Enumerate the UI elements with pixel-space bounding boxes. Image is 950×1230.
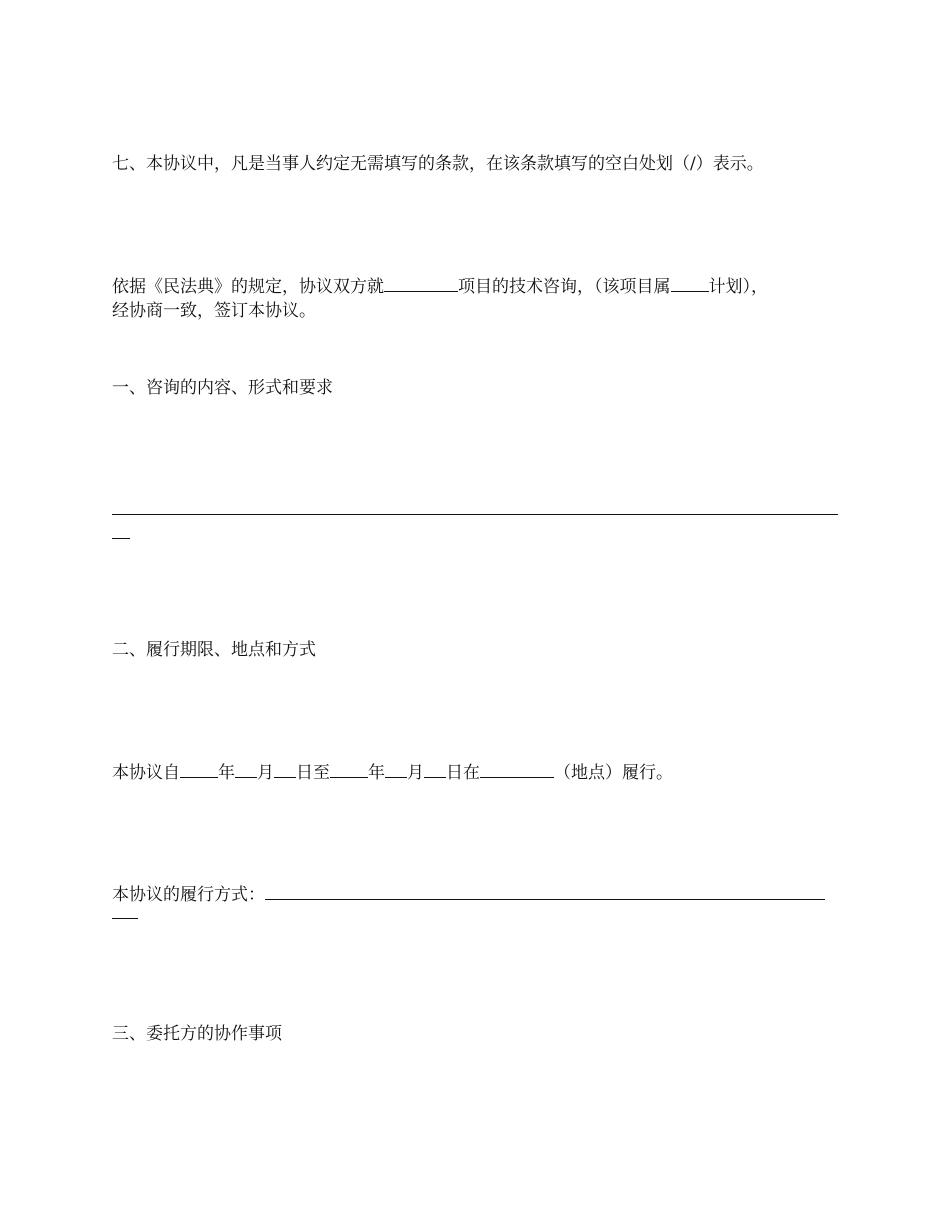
preamble-text-2: 项目的技术咨询，（该项目属 <box>458 277 671 297</box>
term-tail: （地点）履行。 <box>554 763 673 783</box>
preamble-text-line2: 经协商一致，签订本协议。 <box>112 301 316 321</box>
term-day-1: 日至 <box>296 763 330 783</box>
project-name-blank[interactable] <box>384 274 458 292</box>
term-month-1: 月 <box>257 763 274 783</box>
start-month-blank[interactable] <box>235 760 257 778</box>
method-label: 本协议的履行方式： <box>112 885 265 905</box>
term-year-1: 年 <box>218 763 235 783</box>
preamble-paragraph <box>112 274 840 323</box>
section-1-heading: 一、咨询的内容、形式和要求 <box>112 378 333 398</box>
end-year-blank[interactable] <box>330 760 368 778</box>
method-paragraph <box>112 882 840 907</box>
method-blank-line[interactable] <box>265 882 825 900</box>
term-text-start: 本协议自 <box>112 763 180 783</box>
method-blank-line-continuation[interactable] <box>112 918 138 919</box>
start-day-blank[interactable] <box>274 760 296 778</box>
plan-name-blank[interactable] <box>671 274 709 292</box>
preamble-text-1: 依据《民法典》的规定，协议双方就 <box>112 277 384 297</box>
term-day-2: 日在 <box>446 763 480 783</box>
location-blank[interactable] <box>480 760 554 778</box>
term-month-2: 月 <box>407 763 424 783</box>
end-month-blank[interactable] <box>385 760 407 778</box>
content-blank-line-continuation[interactable] <box>112 538 130 539</box>
term-paragraph <box>112 760 840 785</box>
section-2-heading: 二、履行期限、地点和方式 <box>112 640 316 660</box>
end-day-blank[interactable] <box>424 760 446 778</box>
term-year-2: 年 <box>368 763 385 783</box>
clause-7: 七、本协议中，凡是当事人约定无需填写的条款，在该条款填写的空白处划（/）表示。 <box>112 154 764 174</box>
content-blank-line[interactable] <box>112 514 838 515</box>
section-3-heading: 三、委托方的协作事项 <box>112 1024 282 1044</box>
preamble-text-3: 计划）， <box>708 277 768 297</box>
start-year-blank[interactable] <box>180 760 218 778</box>
